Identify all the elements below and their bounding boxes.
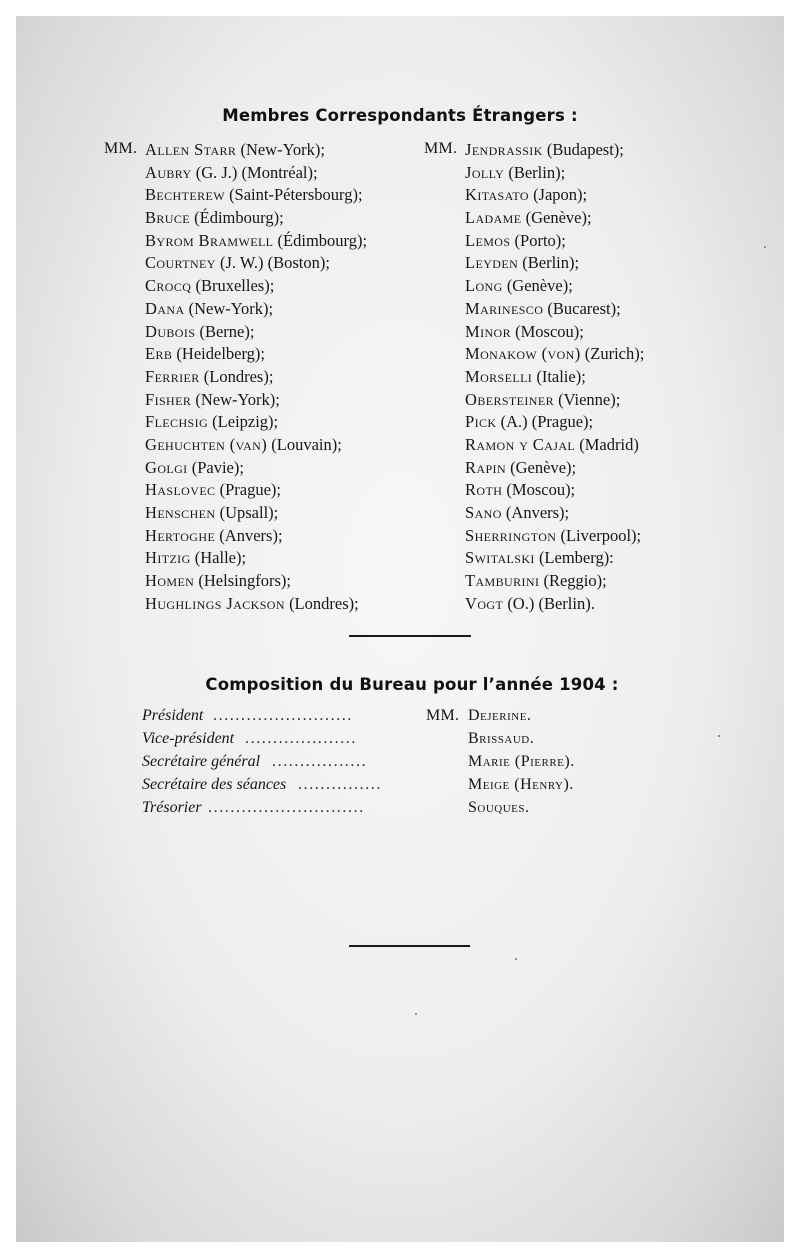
member-place: (Genève); xyxy=(521,208,592,228)
member-name: Morselli xyxy=(465,366,533,386)
member-place: (Upsall); xyxy=(215,503,279,522)
paper-speck xyxy=(764,246,766,248)
member-entry xyxy=(465,230,644,253)
member-entry xyxy=(465,502,644,525)
member-place: (Helsingfors); xyxy=(194,571,291,591)
member-name: Sherrington xyxy=(465,525,557,545)
member-name: Long xyxy=(465,276,503,296)
member-name: Dubois xyxy=(145,321,196,341)
member-name: Crocq xyxy=(145,276,192,296)
member-place: (G. J.) (Montréal); xyxy=(191,162,318,182)
member-place: (Heidelberg); xyxy=(172,344,265,364)
bureau-row xyxy=(0,774,800,796)
member-place: (Berne); xyxy=(195,321,255,341)
member-entry xyxy=(465,457,644,480)
member-name: Dana xyxy=(145,298,185,318)
bureau-officer: Souques. xyxy=(468,799,530,816)
member-place: (Édimbourg); xyxy=(273,230,368,250)
leader-dots: ................. xyxy=(272,753,368,770)
member-entry xyxy=(465,162,644,185)
member-entry xyxy=(465,184,644,207)
member-place: (Madrid) xyxy=(575,434,639,454)
member-entry xyxy=(465,252,644,275)
member-entry xyxy=(145,321,367,344)
member-entry xyxy=(145,366,367,389)
correspondants-heading: Membres Correspondants Étrangers : xyxy=(222,106,578,125)
member-name: Pick xyxy=(465,412,497,432)
member-entry xyxy=(145,139,367,162)
member-name: Roth xyxy=(465,480,503,500)
member-name: Jendrassik xyxy=(465,140,543,159)
member-name: Ferrier xyxy=(145,366,200,386)
member-entry xyxy=(465,366,644,389)
member-name: Byrom Bramwell xyxy=(145,230,274,250)
member-name: Homen xyxy=(145,571,195,591)
member-entry xyxy=(465,547,644,570)
bureau-role: Trésorier xyxy=(142,799,202,816)
member-entry xyxy=(465,434,644,457)
member-name: Fisher xyxy=(145,389,192,409)
correspondants-left-list xyxy=(145,139,367,615)
member-name: Sano xyxy=(465,503,502,522)
member-name: Bruce xyxy=(145,208,191,228)
member-entry xyxy=(145,298,367,321)
paper-speck xyxy=(415,1013,417,1015)
member-entry xyxy=(465,570,644,593)
member-place: (Prague); xyxy=(215,480,281,500)
member-place: (Reggio); xyxy=(539,571,607,591)
member-place: (New-York); xyxy=(191,389,280,409)
right-prefix-mm: MM. xyxy=(424,140,458,157)
member-entry xyxy=(145,570,367,593)
member-entry xyxy=(145,207,367,230)
paper-speck xyxy=(515,958,517,960)
member-entry xyxy=(145,593,367,616)
separator-rule-bottom xyxy=(349,945,470,947)
member-entry xyxy=(145,252,367,275)
member-name: Kitasato xyxy=(465,185,529,205)
member-name: Marinesco xyxy=(465,298,544,318)
member-name: Allen Starr xyxy=(145,140,237,159)
leader-dots: ............... xyxy=(298,776,382,793)
member-entry xyxy=(465,593,644,616)
member-name: Hitzig xyxy=(145,548,191,568)
leader-dots: ............................ xyxy=(208,799,365,816)
member-place: (Zurich); xyxy=(580,344,645,364)
member-name: Monakow (von) xyxy=(465,344,581,364)
member-entry xyxy=(145,184,367,207)
member-place: (Halle); xyxy=(190,548,247,568)
bureau-row xyxy=(0,728,800,750)
member-entry xyxy=(145,502,367,525)
member-place: (Louvain); xyxy=(267,434,342,454)
bureau-row xyxy=(0,705,800,727)
bureau-officer: Marie (Pierre). xyxy=(468,753,575,770)
bureau-role: Président xyxy=(142,707,204,724)
member-place: (Lemberg): xyxy=(534,548,614,568)
member-entry xyxy=(145,389,367,412)
member-entry xyxy=(145,275,367,298)
member-place: (Italie); xyxy=(532,366,586,386)
paper-speck xyxy=(718,735,720,737)
member-entry xyxy=(465,275,644,298)
bureau-heading: Composition du Bureau pour l’année 1904 : xyxy=(205,675,619,694)
member-place: (Moscou); xyxy=(502,480,576,500)
bureau-role: Secrétaire général xyxy=(142,753,261,770)
member-entry xyxy=(145,457,367,480)
member-place: (Anvers); xyxy=(501,503,570,522)
member-entry xyxy=(145,411,367,434)
member-place: (Anvers); xyxy=(215,525,283,545)
member-place: (Vienne); xyxy=(553,389,621,409)
member-place: (Porto); xyxy=(510,230,566,250)
correspondants-right-list xyxy=(465,139,644,615)
member-place: (O.) (Berlin). xyxy=(503,593,595,613)
member-place: (Liverpool); xyxy=(556,525,642,545)
member-place: (Japon); xyxy=(528,185,588,205)
member-place: (Budapest); xyxy=(542,140,624,159)
member-entry xyxy=(465,343,644,366)
bureau-row xyxy=(0,751,800,773)
member-place: (Londres); xyxy=(284,593,359,613)
member-entry xyxy=(145,479,367,502)
member-place: (New-York); xyxy=(236,140,325,159)
member-name: Gehuchten (van) xyxy=(145,434,268,454)
bureau-officer: Dejerine. xyxy=(468,707,532,724)
member-place: (J. W.) (Boston); xyxy=(215,253,330,273)
member-place: (Bruxelles); xyxy=(191,276,275,296)
bureau-officer: Brissaud. xyxy=(468,730,535,747)
page-background xyxy=(16,16,784,1242)
member-place: (Pavie); xyxy=(187,457,244,477)
member-name: Jolly xyxy=(465,162,505,182)
bureau-row xyxy=(0,797,800,819)
left-prefix-mm: MM. xyxy=(104,140,138,157)
member-name: Aubry xyxy=(145,162,192,182)
member-name: Henschen xyxy=(145,503,216,522)
member-name: Erb xyxy=(145,344,173,364)
member-entry xyxy=(465,139,644,162)
member-entry xyxy=(145,547,367,570)
member-name: Hughlings Jackson xyxy=(145,593,285,613)
member-entry xyxy=(145,343,367,366)
member-place: (Leipzig); xyxy=(208,412,279,432)
member-entry xyxy=(465,389,644,412)
separator-rule xyxy=(349,635,471,637)
member-name: Bechterew xyxy=(145,185,225,205)
member-place: (Genève); xyxy=(502,276,573,296)
member-place: (Bucarest); xyxy=(543,298,621,318)
leader-dots: .................... xyxy=(245,730,357,747)
member-entry xyxy=(145,162,367,185)
member-name: Lemos xyxy=(465,230,511,250)
member-place: (Londres); xyxy=(199,366,274,386)
member-name: Switalski xyxy=(465,548,535,568)
member-name: Rapin xyxy=(465,457,507,477)
member-name: Leyden xyxy=(465,253,519,273)
member-entry xyxy=(465,525,644,548)
bureau-officer: Meige (Henry). xyxy=(468,776,574,793)
member-place: (Berlin); xyxy=(518,253,580,273)
member-name: Hertoghe xyxy=(145,525,216,545)
member-name: Ladame xyxy=(465,208,522,228)
member-entry xyxy=(465,479,644,502)
bureau-role: Vice-président xyxy=(142,730,235,747)
member-name: Flechsig xyxy=(145,412,209,432)
member-place: (Berlin); xyxy=(504,162,566,182)
member-place: (Édimbourg); xyxy=(190,208,284,228)
member-place: (New-York); xyxy=(184,298,274,318)
member-name: Vogt xyxy=(465,593,504,613)
member-entry xyxy=(465,298,644,321)
member-name: Tamburini xyxy=(465,571,540,591)
member-name: Ramon y Cajal xyxy=(465,434,576,454)
member-place: (Genève); xyxy=(506,457,577,477)
member-name: Haslovec xyxy=(145,480,216,500)
member-name: Minor xyxy=(465,321,512,341)
member-name: Golgi xyxy=(145,457,188,477)
member-entry xyxy=(465,321,644,344)
member-entry xyxy=(465,207,644,230)
member-name: Courtney xyxy=(145,253,216,273)
member-entry xyxy=(465,411,644,434)
member-place: (Saint-Pétersbourg); xyxy=(224,185,363,205)
bureau-role: Secrétaire des séances xyxy=(142,776,287,793)
bureau-prefix-mm: MM. xyxy=(426,707,460,724)
member-entry xyxy=(145,230,367,253)
member-entry xyxy=(145,525,367,548)
member-name: Obersteiner xyxy=(465,389,554,409)
member-place: (A.) (Prague); xyxy=(496,412,594,432)
member-entry xyxy=(145,434,367,457)
leader-dots: ......................... xyxy=(213,707,353,724)
member-place: (Moscou); xyxy=(511,321,584,341)
